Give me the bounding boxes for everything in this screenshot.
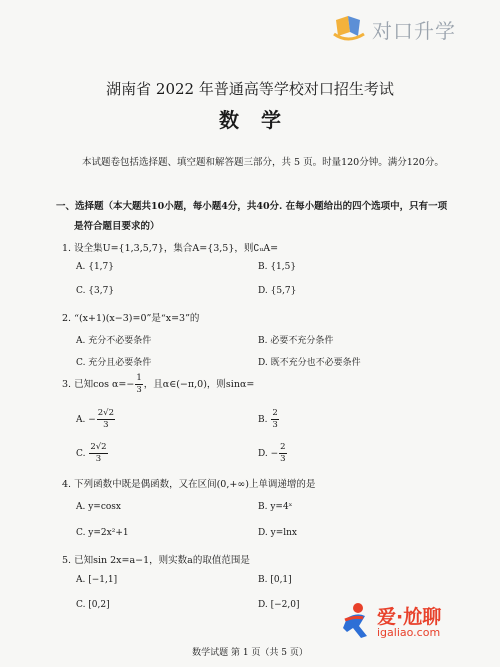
question-4-stem: 4. 下列函数中既是偶函数，又在区间(0,+∞)上单调递增的是 [62, 479, 316, 490]
q1-option-d: D. {5,7} [258, 286, 297, 296]
q5-option-c: C. [0,2] [76, 600, 110, 610]
brand-text [377, 607, 441, 640]
brand-name: 爱·尬聊 [377, 605, 442, 628]
q3c-fraction [89, 442, 107, 465]
q4-option-b: B. y=4ˣ [258, 502, 293, 512]
q3-frac-num: 1 [136, 373, 142, 383]
q3d-fraction [279, 442, 286, 465]
q1-option-c: C. {3,7} [76, 286, 115, 296]
q2-option-c: C. 充分且必要条件 [76, 358, 152, 368]
q3-stem-fraction [135, 373, 142, 396]
q3-frac-den: 3 [136, 385, 142, 395]
brand-url: igaliao.com [377, 626, 441, 640]
exam-title: 湖南省 2022 年普通高等学校对口招生考试 [106, 80, 394, 98]
subject-title: 数学 [219, 108, 303, 132]
watermark-text: 对口升学 [372, 18, 456, 43]
q3-option-a [76, 408, 116, 431]
section-heading: 一、选择题（本大题共10小题，每小题4分，共40分. 在每小题给出的四个选项中，只有一项 [56, 201, 448, 212]
q3c-label: C. [76, 449, 86, 459]
book-logo-icon [332, 14, 366, 44]
q3-stem-pre: 3. 已知cos α=− [62, 379, 135, 390]
watermark-logo [332, 14, 456, 44]
brand-watermark [341, 602, 441, 644]
runner-logo-icon [341, 602, 371, 644]
q5-option-a: A. [−1,1] [76, 575, 118, 585]
question-2-stem: 2. “(x+1)(x−3)=0”是“x=3”的 [62, 313, 200, 324]
q3d-label: D. − [258, 449, 279, 459]
q3a-label: A. − [76, 415, 96, 425]
q3b-fraction [271, 408, 278, 431]
q3c-num: 2√2 [90, 442, 107, 452]
q2-option-d: D. 既不充分也不必要条件 [258, 358, 361, 368]
q1-option-a: A. {1,7} [76, 262, 114, 272]
intro-text: 本试题卷包括选择题、填空题和解答题三部分，共 5 页。时量120分钟。满分120分。 [82, 157, 444, 168]
q5-option-d: D. [−2,0] [258, 600, 300, 610]
q3a-num: 2√2 [97, 408, 114, 418]
q2-option-b: B. 必要不充分条件 [258, 336, 334, 346]
q2-option-a: A. 充分不必要条件 [76, 336, 152, 346]
q3-option-c [76, 442, 109, 465]
page-footer: 数学试题 第 1 页（共 5 页） [192, 648, 308, 658]
q3-option-b [258, 408, 280, 431]
q3-option-d [258, 442, 288, 465]
q5-option-b: B. [0,1] [258, 575, 292, 585]
q3b-label: B. [258, 415, 268, 425]
question-5-stem: 5. 已知sin 2x=a−1，则实数a的取值范围是 [62, 555, 250, 566]
q3d-den: 3 [280, 454, 286, 464]
question-1-stem: 1. 设全集U={1,3,5,7}，集合A={3,5}，则∁ᵤA= [62, 243, 279, 254]
q4-option-d: D. y=lnx [258, 528, 297, 538]
q3a-fraction [97, 408, 115, 431]
q3d-num: 2 [280, 442, 286, 452]
section-heading-cont: 是符合题目要求的） [74, 221, 160, 232]
q3c-den: 3 [95, 454, 102, 464]
q3a-den: 3 [103, 420, 109, 430]
question-3-stem [62, 373, 254, 396]
q1-option-b: B. {1,5} [258, 262, 297, 272]
q4-option-c: C. y=2x²+1 [76, 528, 129, 538]
q3b-num: 2 [272, 408, 278, 418]
q4-option-a: A. y=cosx [76, 502, 121, 512]
q3-stem-post: ，且α∈(−π,0)，则sinα= [143, 379, 255, 390]
q3b-den: 3 [272, 420, 278, 430]
